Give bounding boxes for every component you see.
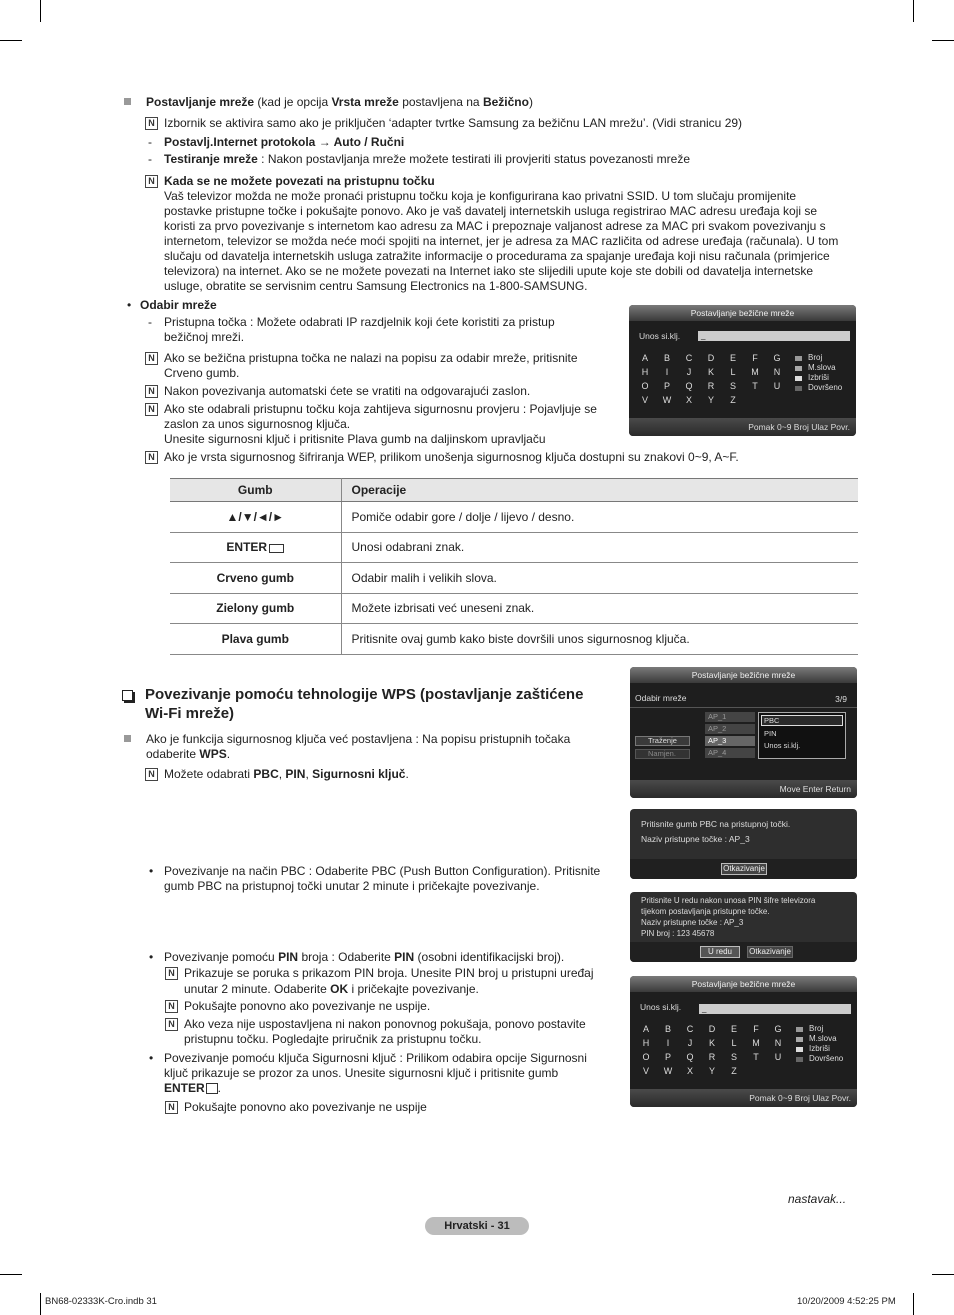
table-cell: ENTER xyxy=(170,532,341,563)
square-bullet-icon xyxy=(124,98,131,105)
continued-label: nastavak... xyxy=(788,1192,847,1206)
body-line: Ako je funkcija sigurnosnog ključa već postavljena : Na popisu pristupnih točaka xyxy=(146,732,571,746)
key[interactable]: D xyxy=(707,353,715,363)
key[interactable]: J xyxy=(687,1038,693,1048)
note-line: Unesite sigurnosni ključ i pritisnite Plava gumb na daljinskom upravljaču xyxy=(164,432,546,446)
enter-icon xyxy=(269,544,284,553)
key[interactable]: W xyxy=(662,395,672,405)
tv-screen-security-key xyxy=(629,305,856,436)
key[interactable]: I xyxy=(665,367,669,377)
key[interactable]: X xyxy=(686,1066,693,1076)
dot-bullet: • xyxy=(127,298,132,312)
panel-title: Postavljanje bežične mreže xyxy=(630,667,857,683)
note-icon: N xyxy=(145,768,158,781)
note-line: Ako veza nije uspostavljena ni nakon ponovnog pokušaja, ponovo postavite xyxy=(184,1017,586,1031)
key[interactable]: M xyxy=(752,1038,760,1048)
panel-footer: Move Enter Return xyxy=(630,780,857,798)
key[interactable]: D xyxy=(708,1024,716,1034)
note-line: Možete odabrati PBC, PIN, Sigurnosni ključ. xyxy=(164,767,409,781)
note-icon: N xyxy=(145,352,158,365)
note-icon: N xyxy=(145,117,158,130)
enter-icon xyxy=(206,1083,218,1094)
table-cell: Odabir malih i velikih slova. xyxy=(341,563,858,594)
print-date: 10/20/2009 4:52:25 PM xyxy=(797,1296,896,1307)
note-icon: N xyxy=(145,175,158,188)
note-line: televizora) na internet. Ako se ne možete povezati na Internet iako ste slijedili upute koje ste dobili od davatelja internetske xyxy=(164,264,814,278)
body-line: ENTER . xyxy=(164,1081,222,1095)
key-input[interactable] xyxy=(699,1004,851,1014)
section-heading: Postavljanje mreže (kad je opcija Vrsta mreže postavljena na Bežično) xyxy=(146,95,533,109)
key[interactable]: R xyxy=(708,1052,716,1062)
key[interactable]: T xyxy=(752,381,758,391)
key[interactable]: F xyxy=(752,353,758,363)
body-line: Povezivanje pomoću PIN broja : Odaberite PIN (osobni identifikacijski broj). xyxy=(164,950,565,964)
table-row xyxy=(170,532,858,563)
table-cell: ▲/▼/◄/► xyxy=(170,502,341,533)
ap-item[interactable]: AP_1 xyxy=(705,712,755,722)
key[interactable]: P xyxy=(663,381,670,391)
crop-mark xyxy=(913,0,914,22)
key[interactable]: Y xyxy=(707,395,714,405)
panel-footer: Pomak 0~9 Broj Ulaz Povr. xyxy=(629,418,856,436)
key[interactable]: C xyxy=(685,353,693,363)
key[interactable]: B xyxy=(663,353,670,363)
key[interactable]: U xyxy=(774,1052,782,1062)
message-line: Naziv pristupne točke : AP_3 xyxy=(641,834,750,844)
list-item: Postavlj.Internet protokola → Auto / Ručni xyxy=(164,135,405,149)
note-line: postavke pristupne točke i pokušajte ponovo. Ako je vaš davatelj internetskih usluga registrirao MAC adresu uređaja koji se xyxy=(164,204,818,218)
color-legend: Broj M.slova Izbriši Dovršeno xyxy=(795,353,842,393)
keyboard-grid[interactable] xyxy=(635,1024,789,1080)
body-line: bežičnoj mreži. xyxy=(164,330,245,344)
note-line: Ako se bežična pristupna točka ne nalazi na popisu za odabir mreže, pritisnite xyxy=(164,351,578,365)
message-line: Pritisnite gumb PBC na pristupnoj točki. xyxy=(641,819,791,829)
key-input[interactable] xyxy=(698,331,850,341)
ap-item-selected[interactable]: AP_3 xyxy=(705,736,755,746)
key[interactable]: O xyxy=(641,381,649,391)
option-security-key[interactable]: Unos si.klj. xyxy=(764,741,801,750)
divider xyxy=(630,707,857,708)
note-title: Kada se ne možete povezati na pristupnu točku xyxy=(164,174,435,188)
table-cell: Zielony gumb xyxy=(170,593,341,624)
note-line: Pokušajte ponovno ako povezivanje ne uspije. xyxy=(184,999,431,1013)
note-line: koristi za prvo povezivanje s internetom kao adresu za MAC i prepoznaje valjanost adrese za MAC pri svakom povezivanju s xyxy=(164,219,826,233)
table-cell: Crveno gumb xyxy=(170,563,341,594)
key[interactable]: O xyxy=(642,1052,650,1062)
field-label: Unos si.klj. xyxy=(640,1002,682,1012)
table-row xyxy=(170,563,858,594)
note-line: Pokušajte ponovno ako povezivanje ne uspije xyxy=(184,1100,427,1114)
body-line: Pristupna točka : Možete odabrati IP razdjelnik koji ćete koristiti za pristup xyxy=(164,315,555,329)
section-title: Wi-Fi mreže) xyxy=(145,705,235,722)
body-line: Povezivanje na način PBC : Odaberite PBC (Push Button Configuration). Pritisnite xyxy=(164,864,601,878)
tv-screen-network-select xyxy=(630,667,857,798)
key[interactable]: T xyxy=(753,1052,759,1062)
list-item: Testiranje mreže : Nakon postavljanja mreže možete testirati ili provjeriti status povezanosti mreže xyxy=(164,152,691,166)
key[interactable]: A xyxy=(641,353,648,363)
key[interactable]: E xyxy=(730,1024,737,1034)
note-icon: N xyxy=(165,1000,178,1013)
key[interactable]: C xyxy=(686,1024,694,1034)
page-number: Hrvatski - 31 xyxy=(425,1217,529,1235)
key[interactable]: I xyxy=(666,1038,670,1048)
table-cell: Pomiče odabir gore / dolje / lijevo / desno. xyxy=(341,502,858,533)
key[interactable]: H xyxy=(642,1038,650,1048)
key[interactable]: L xyxy=(731,1038,737,1048)
body-line: Povezivanje pomoću ključa Sigurnosni ključ : Prilikom odabira opcije Sigurnosni xyxy=(164,1051,587,1065)
key[interactable]: V xyxy=(642,1066,649,1076)
note-line: Crveno gumb. xyxy=(164,366,240,380)
cancel-button[interactable]: Otkazivanje xyxy=(747,946,793,958)
table-row xyxy=(170,502,858,533)
key[interactable]: V xyxy=(641,395,648,405)
search-button[interactable]: Traženje xyxy=(635,736,690,746)
body-line: ključ prikazuje se prozor za unos. Unesite sigurnosni ključ i pritisnite gumb xyxy=(164,1066,559,1080)
ok-button[interactable]: U redu xyxy=(700,946,740,958)
crop-mark xyxy=(932,40,954,41)
key[interactable]: Y xyxy=(708,1066,715,1076)
dialog-bar xyxy=(630,942,857,962)
note-icon: N xyxy=(145,385,158,398)
crop-mark xyxy=(40,0,41,22)
field-label: Odabir mreže xyxy=(635,693,687,703)
key[interactable]: J xyxy=(686,367,692,377)
wps-options-popup xyxy=(758,712,846,759)
key[interactable]: U xyxy=(773,381,781,391)
table-header: Operacije xyxy=(341,479,858,502)
note-line: Ako je vrsta sigurnosnog šifriranja WEP, prilikom unošenja sigurnosnog ključa dostupni su znakovi 0~9, A~F. xyxy=(164,450,739,464)
dot-bullet: • xyxy=(149,1051,154,1065)
key[interactable]: F xyxy=(753,1024,759,1034)
key[interactable]: Q xyxy=(686,1052,694,1062)
note-line: pristupnu točku. Pogledajte priručnik za pristupnu točku. xyxy=(184,1032,482,1046)
note-line: usluge, obratite se servisnim centru Samsung Electronics na 1-800-SAMSUNG. xyxy=(164,279,588,293)
message-line: tijekom postavljanja pristupne točke. xyxy=(641,907,770,916)
cursor: _ xyxy=(701,331,706,340)
note-line: Ako ste odabrali pristupnu točku koja zahtijeva sigurnosnu provjeru : Pojavljuje se xyxy=(164,402,597,416)
section-title: Povezivanje pomoću tehnologije WPS (postavljanje zaštićene xyxy=(145,686,584,703)
table-cell: Pritisnite ovaj gumb kako biste dovršili unos sigurnosnog ključa. xyxy=(341,624,858,655)
key[interactable]: G xyxy=(774,1024,782,1034)
message-line: PIN broj : 123 45678 xyxy=(641,929,715,938)
cursor: _ xyxy=(702,1004,707,1013)
note-line: zaslon za unos sigurnosnog ključa. xyxy=(164,417,351,431)
key[interactable]: P xyxy=(664,1052,671,1062)
checkbox-bullet-icon xyxy=(122,690,133,701)
tv-screen-security-key-2 xyxy=(630,976,857,1107)
key[interactable]: H xyxy=(641,367,649,377)
crop-mark xyxy=(0,1274,22,1275)
field-label: Unos si.klj. xyxy=(639,331,681,341)
note-line: Vaš televizor možda ne može pronaći pristupnu točku koja je konfigurirana kao privatni SSID. U tom slučaju promijenite xyxy=(164,189,797,203)
key[interactable]: B xyxy=(664,1024,671,1034)
tv-dialog-pin xyxy=(630,892,857,962)
color-legend: Broj M.slova Izbriši Dovršeno xyxy=(796,1024,843,1064)
key[interactable]: N xyxy=(773,367,781,377)
note-line: slučaju od davatelja internetskih usluga zatražite informacije o procedurama za spajanje uređaja koji nisu računala (primjerice xyxy=(164,249,830,263)
body-line: odaberite WPS. xyxy=(146,747,231,761)
key[interactable]: Q xyxy=(685,381,693,391)
key[interactable]: X xyxy=(685,395,692,405)
table-cell: Plava gumb xyxy=(170,624,341,655)
key[interactable]: M xyxy=(751,367,759,377)
option-pin[interactable]: PIN xyxy=(764,729,777,738)
message-line: Pritisnite U redu nakon unosa PIN šifre televizora xyxy=(641,896,816,905)
key[interactable]: R xyxy=(707,381,715,391)
key[interactable]: Z xyxy=(731,1066,737,1076)
note-line: Nakon povezivanja automatski ćete se vratiti na odgovarajući zaslon. xyxy=(164,384,531,398)
button-table xyxy=(170,478,858,655)
key[interactable]: A xyxy=(642,1024,649,1034)
key[interactable]: G xyxy=(773,353,781,363)
panel-title: Postavljanje bežične mreže xyxy=(629,305,856,321)
note-icon: N xyxy=(165,967,178,980)
table-cell: Unosi odabrani znak. xyxy=(341,532,858,563)
key[interactable]: S xyxy=(730,1052,737,1062)
tv-dialog-pbc xyxy=(630,809,857,879)
page-indicator: 3/9 xyxy=(835,694,847,704)
note-text: Izbornik se aktivira samo ako je priključen ‘adapter tvrtke Samsung za bežičnu LAN mrežu’. (Vidi stranicu 29) xyxy=(164,116,743,130)
key[interactable]: K xyxy=(707,367,714,377)
keyboard-grid[interactable] xyxy=(634,353,788,409)
key[interactable]: N xyxy=(774,1038,782,1048)
manual-button[interactable]: Namjen. xyxy=(635,749,690,759)
crop-mark xyxy=(40,1293,41,1315)
table-row xyxy=(170,624,858,655)
dash-bullet: - xyxy=(148,315,152,329)
key[interactable]: L xyxy=(730,367,736,377)
panel-footer: Pomak 0~9 Broj Ulaz Povr. xyxy=(630,1089,857,1107)
file-name: BN68-02333K-Cro.indb 31 xyxy=(45,1296,157,1307)
crop-mark xyxy=(0,40,22,41)
note-line: internetom, televizor se možda neće moći spojiti na internet, jer je adresa za MAC različita od adrese uređaja (računala). U tom xyxy=(164,234,839,248)
note-line: Prikazuje se poruka s prikazom PIN broja. Unesite PIN broj u pristupni uređaj xyxy=(184,966,594,980)
subheading: Odabir mreže xyxy=(140,298,217,312)
dash-bullet: - xyxy=(148,135,152,149)
crop-mark xyxy=(932,1274,954,1275)
note-icon: N xyxy=(165,1018,178,1031)
table-row xyxy=(170,593,858,624)
note-icon: N xyxy=(145,451,158,464)
dot-bullet: • xyxy=(149,950,154,964)
crop-mark xyxy=(913,1293,914,1315)
cancel-button[interactable]: Otkazivanje xyxy=(721,863,767,875)
dash-bullet: - xyxy=(148,152,152,166)
note-icon: N xyxy=(145,403,158,416)
option-pbc[interactable]: PBC xyxy=(761,715,843,726)
message-line: Naziv pristupne točke : AP_3 xyxy=(641,918,744,927)
note-icon: N xyxy=(165,1101,178,1114)
ap-item[interactable]: AP_2 xyxy=(705,724,755,734)
key[interactable]: Z xyxy=(730,395,736,405)
key[interactable]: S xyxy=(729,381,736,391)
ap-item[interactable]: AP_4 xyxy=(705,748,755,758)
key[interactable]: W xyxy=(663,1066,673,1076)
key[interactable]: E xyxy=(729,353,736,363)
table-cell: Možete izbrisati već uneseni znak. xyxy=(341,593,858,624)
note-line: unutar 2 minute. Odaberite OK i pričekajte povezivanje. xyxy=(184,982,479,996)
dot-bullet: • xyxy=(149,864,154,878)
table-header: Gumb xyxy=(170,479,341,502)
body-line: gumb PBC na pristupnoj točki unutar 2 minute i pričekajte povezivanje. xyxy=(164,879,540,893)
panel-title: Postavljanje bežične mreže xyxy=(630,976,857,992)
key[interactable]: K xyxy=(708,1038,715,1048)
square-bullet-icon xyxy=(124,735,131,742)
